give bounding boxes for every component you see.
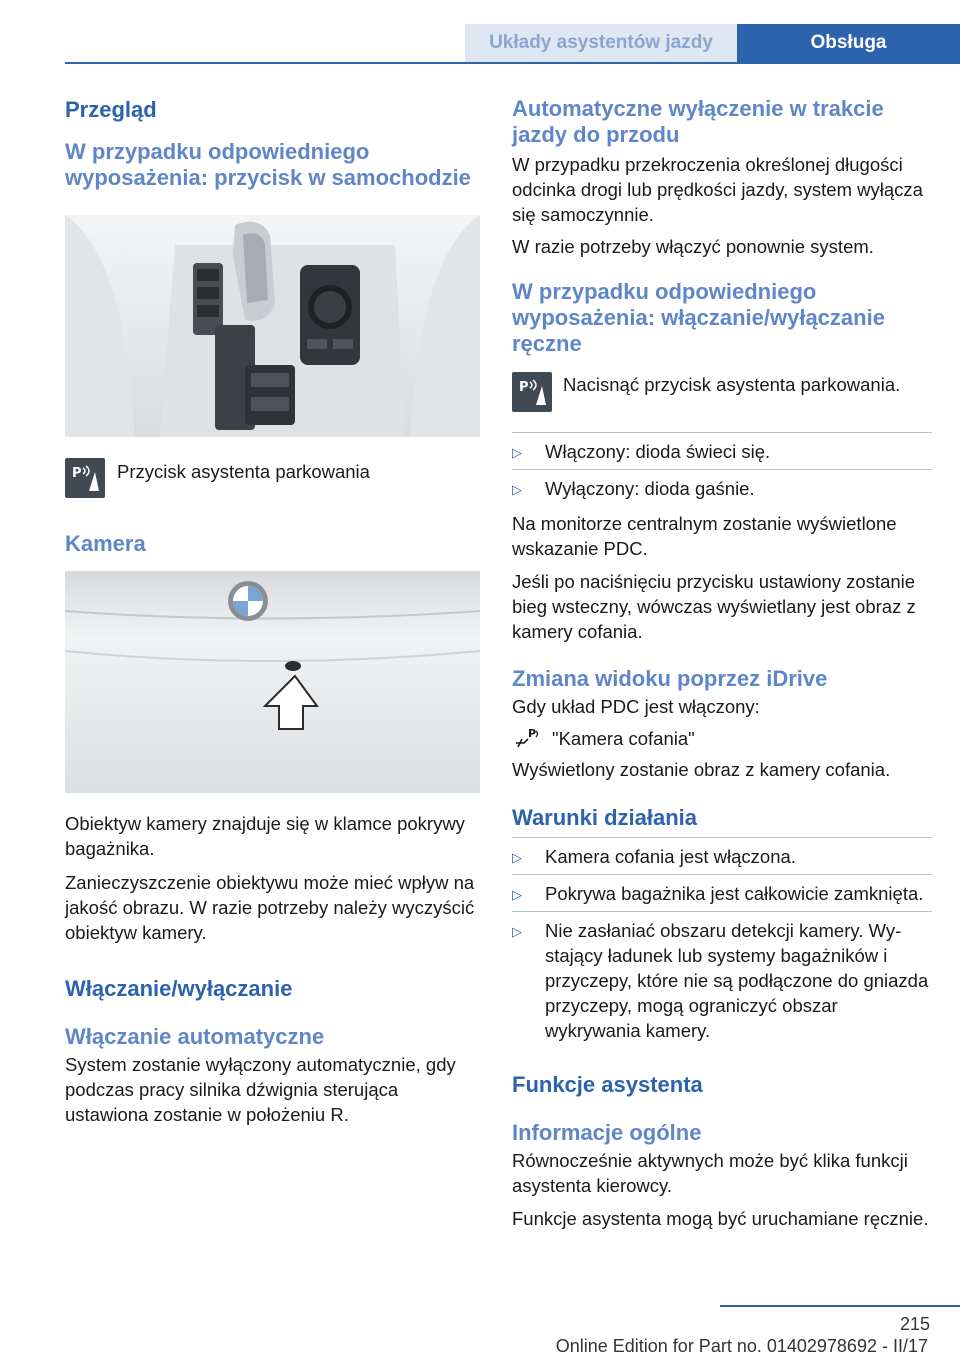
footer-edition: Online Edition for Part no. 01402978692 - II/17 [555,1336,928,1356]
onoff-heading: Włączanie/wyłączanie [65,976,293,1001]
auto-on-heading: Włączanie automatyczne [65,1024,325,1049]
manual-press-row [512,372,932,412]
idrive-paragraph-2: Wyświetlony zostanie obraz z kamery cofania. [512,759,891,780]
bullet-triangle-icon: ▷ [512,445,522,460]
trunk-camera-photo [65,571,480,793]
manual-press-text: Nacisnąć przycisk asystenta parkowania. [563,374,901,395]
state-list [512,432,932,506]
overview-heading: Przegląd [65,97,157,122]
general-heading: Informacje ogólne [512,1120,702,1145]
footer-rule [720,1305,960,1307]
idrive-menu-item: "Kamera cofania" [552,727,695,749]
auto-off-paragraph-2: W razie potrzeby włączyć ponownie system. [512,236,874,257]
svg-text:P: P [519,380,529,395]
list-item: ▷ Kamera cofania jest włączona. [512,838,932,874]
list-item: ▷ Włączony: dioda świeci się. [512,433,932,469]
parking-assist-icon [65,458,105,498]
right-column [512,96,932,1231]
idrive-menu-row [512,725,932,751]
bullet-triangle-icon: ▷ [512,924,522,939]
general-paragraph-2: Funkcje asystenta mogą być uruchamiane ręcznie. [512,1208,929,1229]
parking-button-caption-row [65,458,480,498]
bullet-triangle-icon: ▷ [512,482,522,497]
idrive-paragraph-1: Gdy układ PDC jest włączony: [512,696,760,717]
conditions-heading: Warunki działania [512,805,698,830]
idrive-heading: Zmiana widoku poprzez iDrive [512,666,828,691]
header-chapter-tab: Obsługa [737,24,960,62]
list-item: ▷ Nie zasłaniać obszaru detekcji kamery. Wystający ładunek lub systemy bagażników i przyczepy, które nie są podłączone do gniazda przyczepy, mogą ograniczyć obszar wykrywania kamery. [512,920,929,1041]
list-item: ▷ Pokrywa bagażnika jest całkowicie zamknięta. [512,875,932,911]
auto-on-text: System zostanie wyłączony automatycznie, gdy podczas pracy silnika dźwignia sterująca ustawiona zostanie w położeniu R. [65,1054,456,1125]
svg-text:P: P [72,466,82,481]
camera-heading: Kamera [65,531,146,556]
auto-off-heading: Automatyczne wyłączenie w trakcie jazdy do przodu [512,96,884,147]
general-paragraph-1: Równocześnie aktywnych może być klika funkcji asystenta kierowcy. [512,1150,908,1196]
header-section-tab: Układy asystentów jazdy [465,24,737,62]
list-item: ▷ Wyłączony: dioda gaśnie. [512,470,932,506]
left-column [65,96,480,1127]
reverse-text: Jeśli po naciśnięciu przycisku ustawiony zostanie bieg wsteczny, wówczas wyświetlany jest obraz z kamery cofania. [512,571,916,642]
svg-text:P: P [528,727,537,740]
trunk-camera-illustration [65,571,480,793]
page-number: 215 [899,1314,930,1334]
button-heading: W przypadku odpowiedniego wyposażenia: przycisk w samochodzie [65,139,471,190]
center-console-illustration [65,215,480,437]
manual-heading: W przypadku odpowiedniego wyposażenia: włączanie/wyłączanie ręczne [512,279,885,356]
parking-assist-icon [512,372,552,412]
camera-paragraph-2: Zanieczyszczenie obiektywu może mieć wpływ na jakość obrazu. W razie potrzeby należy wyczyścić obiektyw kamery. [65,872,475,943]
assist-heading: Funkcje asystenta [512,1072,703,1097]
bullet-triangle-icon: ▷ [512,850,522,865]
header-rule [65,62,960,64]
center-console-photo [65,215,480,437]
monitor-text: Na monitorze centralnym zostanie wyświetlone wskazanie PDC. [512,513,897,559]
parking-button-caption: Przycisk asystenta parkowania [117,461,370,482]
auto-off-paragraph-1: W przypadku przekroczenia określonej długości odcinka drogi lub prędkości jazdy, system wyłącza się samoczynnie. [512,154,923,225]
bullet-triangle-icon: ▷ [512,887,522,902]
spacer [65,512,480,513]
conditions-list [512,837,932,1047]
camera-paragraph-1: Obiektyw kamery znajduje się w klamce pokrywy bagażnika. [65,813,465,859]
camera-parking-icon [512,725,546,751]
